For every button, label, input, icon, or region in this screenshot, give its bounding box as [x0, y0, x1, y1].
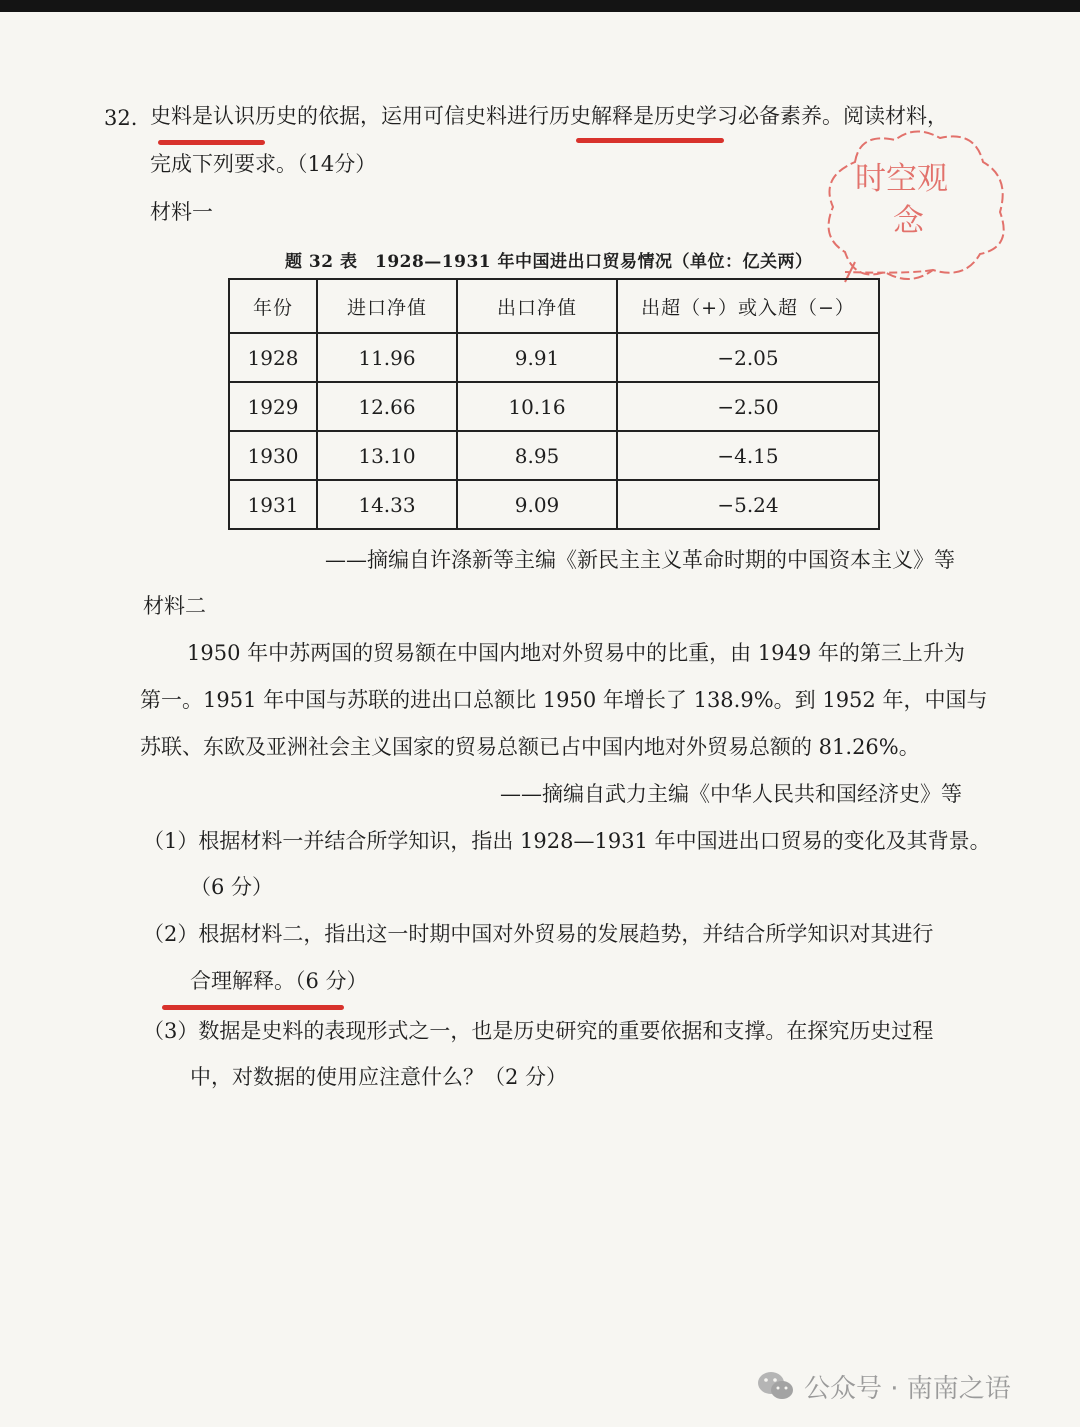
table-cell: 10.16	[457, 382, 617, 431]
material2-line2: 第一。1951 年中国与苏联的进出口总额比 1950 年增长了 138.9%。到 1952 年，中国与	[140, 688, 988, 712]
underline-heli-jieshi	[162, 1005, 344, 1010]
task2-line2: 合理解释。（6 分）	[190, 969, 368, 993]
table-cell: −4.15	[617, 431, 879, 480]
table-cell: 9.91	[457, 333, 617, 382]
material2-heading: 材料二	[143, 594, 206, 618]
table-cell: 13.10	[317, 431, 457, 480]
watermark-text: 公众号 · 南南之语	[804, 1373, 1011, 1404]
material1-source: ——摘编自许涤新等主编《新民主主义革命时期的中国资本主义》等	[325, 548, 955, 572]
question-stem-line1: 史料是认识历史的依据，运用可信史料进行历史解释是历史学习必备素养。阅读材料，	[150, 104, 948, 128]
table-cell: 1930	[229, 431, 317, 480]
table-cell: 11.96	[317, 333, 457, 382]
material2-line1: 1950 年中苏两国的贸易额在中国内地对外贸易中的比重，由 1949 年的第三上升为	[187, 641, 965, 665]
table-cell: 9.09	[457, 480, 617, 529]
task1-line1: （1）根据材料一并结合所学知识，指出 1928—1931 年中国进出口贸易的变化及其背景。	[143, 829, 991, 853]
annotation-line1: 时空观	[855, 161, 948, 197]
material2-source: ——摘编自武力主编《中华人民共和国经济史》等	[500, 782, 962, 806]
table-row	[229, 480, 879, 529]
trade-table	[228, 278, 880, 530]
col-header: 进口净值	[317, 279, 457, 333]
material1-heading: 材料一	[150, 200, 213, 224]
question-number: 32.	[104, 106, 138, 130]
table-cell: 8.95	[457, 431, 617, 480]
col-header: 年份	[229, 279, 317, 333]
task1-line2: （6 分）	[190, 875, 274, 899]
underline-shiliao	[158, 140, 265, 145]
table-cell: 1928	[229, 333, 317, 382]
top-bar	[0, 0, 1080, 12]
material2-line3: 苏联、东欧及亚洲社会主义国家的贸易总额已占中国内地对外贸易总额的 81.26%。	[140, 735, 920, 759]
task3-line1: （3）数据是史料的表现形式之一，也是历史研究的重要依据和支撑。在探究历史过程	[143, 1019, 934, 1043]
table-cell: 1929	[229, 382, 317, 431]
table-row	[229, 382, 879, 431]
table-cell: 1931	[229, 480, 317, 529]
table-row	[229, 333, 879, 382]
table-row	[229, 431, 879, 480]
task2-line1: （2）根据材料二，指出这一时期中国对外贸易的发展趋势，并结合所学知识对其进行	[143, 922, 934, 946]
task3-line2: 中，对数据的使用应注意什么？（2 分）	[190, 1065, 568, 1089]
col-header: 出超（+）或入超（−）	[617, 279, 879, 333]
table-header-row	[229, 279, 879, 333]
underline-lishijieshi	[576, 138, 724, 143]
table-cell: 12.66	[317, 382, 457, 431]
question-stem-line2: 完成下列要求。（14分）	[150, 152, 377, 176]
table-cell: −5.24	[617, 480, 879, 529]
col-header: 出口净值	[457, 279, 617, 333]
table-caption: 题 32 表 1928—1931 年中国进出口贸易情况（单位：亿关两）	[285, 252, 813, 272]
table-cell: 14.33	[317, 480, 457, 529]
watermark	[756, 1366, 1011, 1406]
wechat-icon	[756, 1369, 796, 1403]
table-cell: −2.05	[617, 333, 879, 382]
annotation-line2: 念	[893, 203, 924, 239]
table-cell: −2.50	[617, 382, 879, 431]
